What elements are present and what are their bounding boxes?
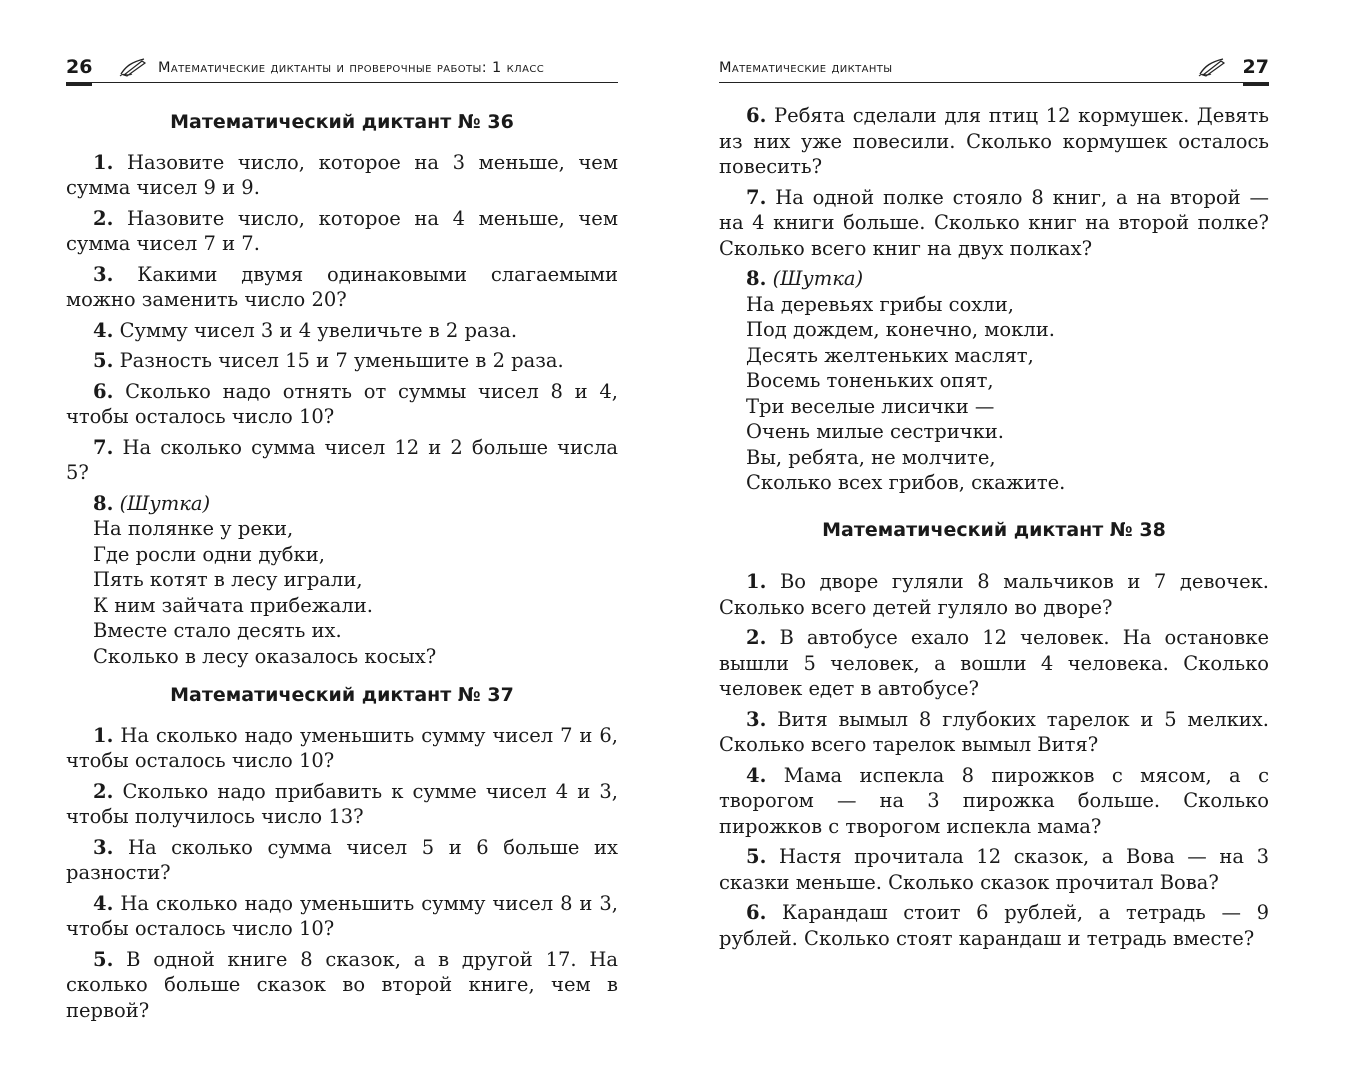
pen-icon: [118, 56, 148, 78]
task-number: 5.: [746, 845, 767, 868]
left-page-content: [66, 104, 618, 1028]
task-number: 4.: [746, 763, 767, 787]
task-text: Карандаш стоит 6 рублей, а тетрадь — 9 рублей. Сколько стоят карандаш и тетрадь вместе?: [719, 901, 1269, 950]
task-37-5: [66, 947, 618, 1024]
poem-line: На деревьях грибы сохли,: [746, 292, 1014, 316]
task-38-4: [719, 763, 1269, 840]
task-number: 6.: [93, 379, 114, 403]
task-36-7: [66, 435, 618, 486]
task-number: 8.: [746, 267, 767, 290]
right-page-number: 27: [1242, 56, 1269, 78]
task-number: 6.: [746, 104, 767, 127]
task-text: Какими двумя одинаковыми слагаемыми можно заменить число 20?: [66, 262, 619, 311]
task-number: 8.: [93, 491, 114, 515]
task-number: 1.: [746, 570, 767, 593]
joke-poem: [66, 516, 618, 669]
task-number: 6.: [746, 901, 767, 924]
section-title-38: Математический диктант № 38: [822, 518, 1166, 541]
right-running-title: Математические диктанты: [719, 60, 893, 76]
task-38-2: [719, 625, 1269, 702]
task-36-5: [66, 348, 618, 374]
task-text: На одной полке стояло 8 книг, а на второй — на 4 книги больше. Сколько книг на второй полке? Сколько всего книг на двух полках?: [719, 185, 1270, 260]
task-number: 3.: [746, 707, 767, 731]
joke-label: (Шутка): [772, 267, 864, 290]
task-36-2: [66, 206, 618, 257]
task-text: Ребята сделали для птиц 12 кормушек. Девять из них уже повесили. Сколько кормушек осталось повесить?: [719, 104, 1270, 178]
joke-heading: [719, 266, 1269, 292]
header-rule: [66, 82, 618, 83]
left-page: [66, 0, 618, 1080]
joke-heading: [66, 491, 618, 517]
task-text: В автобусе ехало 12 человек. На остановке вышли 5 человек, а вошли 4 человека. Сколько человек едет в автобусе?: [719, 626, 1270, 700]
left-page-header: [66, 52, 618, 86]
task-text: Во дворе гуляли 8 мальчиков и 7 девочек. Сколько всего детей гуляло во дворе?: [719, 570, 1269, 619]
task-number: 2.: [93, 779, 114, 803]
poem-line: Вместе стало десять их.: [93, 619, 342, 642]
task-number: 5.: [93, 947, 114, 971]
task-text: Сумму чисел 3 и 4 увеличьте в 2 раза.: [119, 318, 518, 342]
task-38-1: [719, 569, 1269, 620]
joke-label: (Шутка): [119, 491, 211, 515]
task-text: На сколько сумма чисел 12 и 2 больше числа 5?: [66, 435, 618, 484]
left-running-title: Математические диктанты и проверочные работы: 1 класс: [158, 60, 545, 76]
joke-poem: [719, 292, 1269, 496]
right-page: [719, 0, 1269, 1080]
task-text: На сколько надо уменьшить сумму чисел 7 и 6, чтобы осталось число 10?: [66, 723, 618, 772]
task-number: 5.: [93, 349, 114, 372]
task-number: 2.: [93, 206, 114, 230]
poem-line: Сколько всех грибов, скажите.: [746, 471, 1066, 494]
task-text: Разность чисел 15 и 7 уменьшите в 2 раза.: [119, 349, 564, 372]
task-text: Назовите число, которое на 3 меньше, чем сумма чисел 9 и 9.: [66, 150, 618, 199]
task-number: 4.: [93, 891, 114, 915]
poem-line: Сколько в лесу оказалось косых?: [93, 644, 437, 668]
task-36-4: [66, 318, 618, 344]
section-title-37: Математический диктант № 37: [170, 684, 514, 706]
task-text: Мама испекла 8 пирожков с мясом, а с творогом — на 3 пирожка больше. Сколько пирожков с творогом испекла мама?: [719, 763, 1269, 838]
poem-line: Три веселые лисички —: [746, 394, 995, 418]
poem-line: Восемь тоненьких опят,: [746, 369, 994, 392]
task-37-7: [719, 185, 1269, 262]
task-text: На сколько надо уменьшить сумму чисел 8 и 3, чтобы осталось число 10?: [66, 891, 618, 940]
pen-icon: [1197, 56, 1227, 78]
task-text: Назовите число, которое на 4 меньше, чем сумма чисел 7 и 7.: [66, 206, 618, 255]
task-text: Витя вымыл 8 глубоких тарелок и 5 мелких. Сколько всего тарелок вымыл Витя?: [719, 707, 1269, 756]
task-number: 7.: [93, 435, 114, 459]
poem-line: Вы, ребята, не молчите,: [746, 445, 996, 469]
header-rule: [719, 82, 1269, 83]
task-number: 1.: [93, 723, 114, 747]
task-36-1: [66, 150, 618, 201]
task-37-4: [66, 891, 618, 942]
task-36-6: [66, 379, 618, 430]
task-number: 3.: [93, 262, 114, 286]
task-text: Сколько надо отнять от суммы чисел 8 и 4, чтобы осталось число 10?: [66, 379, 618, 428]
task-37-3: [66, 835, 618, 886]
task-37-1: [66, 723, 618, 774]
poem-line: К ним зайчата прибежали.: [93, 593, 373, 617]
task-number: 2.: [746, 626, 767, 649]
task-number: 1.: [93, 150, 114, 174]
task-38-3: [719, 707, 1269, 758]
poem-line: Пять котят в лесу играли,: [93, 568, 363, 591]
section-title-36: Математический диктант № 36: [170, 111, 514, 133]
task-number: 4.: [93, 318, 114, 342]
poem-line: Где росли одни дубки,: [93, 542, 325, 566]
task-text: Сколько надо прибавить к сумме чисел 4 и 3, чтобы получилось число 13?: [66, 779, 618, 828]
right-page-content: [719, 103, 1269, 956]
task-38-6: [719, 900, 1269, 951]
poem-line: Очень милые сестрички.: [746, 420, 1004, 443]
task-number: 3.: [93, 835, 114, 859]
task-38-5: [719, 844, 1269, 895]
right-page-header: [719, 52, 1269, 86]
task-text: Настя прочитала 12 сказок, а Вова — на 3 сказки меньше. Сколько сказок прочитал Вова?: [719, 845, 1269, 894]
task-number: 7.: [746, 185, 767, 209]
poem-line: Десять желтеньких маслят,: [746, 343, 1034, 367]
poem-line: Под дождем, конечно, мокли.: [746, 318, 1055, 341]
task-37-6: [719, 103, 1269, 180]
left-page-number: 26: [66, 56, 93, 78]
task-36-3: [66, 262, 618, 313]
task-37-2: [66, 779, 618, 830]
task-text: На сколько сумма чисел 5 и 6 больше их разности?: [66, 835, 618, 884]
task-text: В одной книге 8 сказок, а в другой 17. На сколько больше сказок во второй книге, чем в первой?: [66, 947, 619, 1022]
poem-line: На полянке у реки,: [93, 517, 294, 540]
